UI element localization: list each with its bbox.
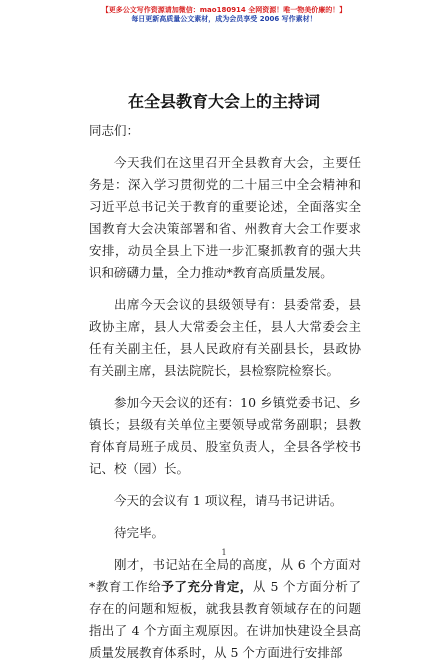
promo-line-1: 【更多公文写作资源请加微信：mao180914 全网资源！唯一物美价廉的！】	[101, 6, 347, 14]
promo-banner	[0, 6, 448, 24]
summary-bold-text: 予了充分肯定，	[161, 579, 253, 594]
page-number: 1	[221, 548, 227, 557]
paragraph-pending: 待完毕。	[114, 525, 165, 540]
summary-text-2: 从 5 个方面分析了存在的问题和短板，就我县教育领域存在的问题指出了 4 个方面主观原因。在讲加快建设全县高质量发展教育体系时，从 5 个方面进行安排部	[89, 579, 361, 660]
paragraph-summary	[89, 554, 361, 664]
document-title: 在全县教育大会上的主持词	[127, 92, 320, 111]
greeting: 同志们：	[89, 123, 140, 138]
paragraph-other-attendees: 参加今天会议的还有：10 乡镇党委书记、乡镇长；县级有关单位主要领导或常务副职；县教育体育局班子成员、股室负责人，全县各学校书记、校（园）长。	[89, 395, 361, 476]
promo-line-2: 每日更新高质量公文素材，成为会员享受 2006 写作素材！	[131, 15, 317, 23]
summary-text-1: 刚才，书记站在全局的高度，从 6 个方面对*教育工作给	[89, 557, 361, 594]
document-body	[89, 120, 361, 670]
paragraph-attending-leaders: 出席今天会议的县级领导有：县委常委，县政协主席，县人大常委会主任，县人大常委会主任有关副主任，县人民政府有关副县长，县政协有关副主席，县法院院长，县检察院检察长。	[89, 297, 361, 378]
paragraph-intro: 今天我们在这里召开全县教育大会，主要任务是：深入学习贯彻党的二十届三中全会精神和习近平总书记关于教育的重要论述，全面落实全国教育大会决策部署和省、州教育大会工作要求安排，动员全县上下进一步汇聚抓教育的强大共识和磅礴力量，全力推动*教育高质量发展。	[89, 155, 361, 280]
paragraph-agenda: 今天的会议有 1 项议程，请马书记讲话。	[114, 493, 343, 508]
